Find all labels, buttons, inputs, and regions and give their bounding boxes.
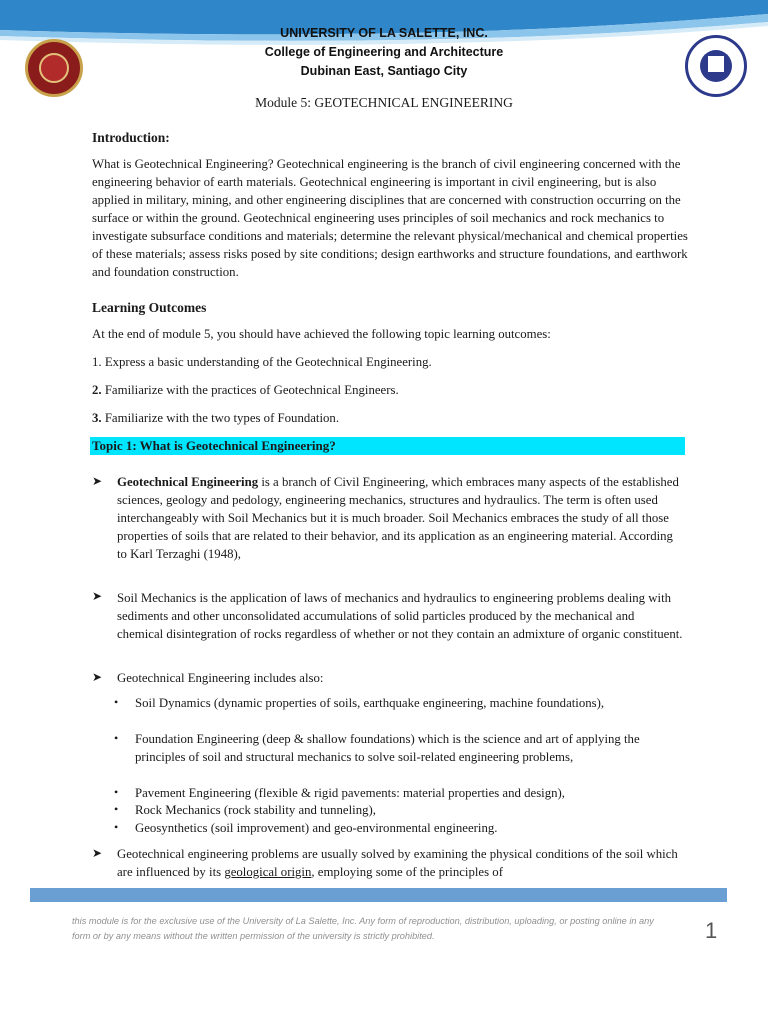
- footer-copyright-note: this module is for the exclusive use of the University of La Salette, Inc. Any form of reproduction, distribution, uploading, or posting online in any form or by any means without the written permission of the university is strictly prohibited.: [72, 916, 654, 941]
- bullet-soil-mechanics: Soil Mechanics is the application of laws of mechanics and hydraulics to engineering problems dealing with sediments and other unconsolidated accumulations of solid particles produced by the mechanical and chemical disintegration of rocks regardless of whether or not they contain an admixture of organic constituent.: [117, 591, 683, 641]
- introduction-body: What is Geotechnical Engineering? Geotechnical engineering is the branch of civil engineering concerned with the engineering behavior of earth materials. Geotechnical engineering is important in civil engineering, but is also applied in military, mining, and other engineering disciplines that are concerned with construction occurring on the surface or within the ground. Geotechnical engineering uses principles of soil mechanics and rock mechanics to investigate subsurface conditions and materials; determine the relevant physical/mechanical and chemical properties of these materials; assess risks posed by site conditions; design earthworks and structure foundations, and earthwork and foundation construction.: [92, 157, 688, 279]
- dot-bullet-icon: •: [114, 802, 119, 816]
- introduction-heading: Introduction:: [92, 130, 170, 145]
- outcome-item-1: 1. Express a basic understanding of the Geotechnical Engineering.: [92, 355, 432, 369]
- bullet-includes-also: Geotechnical Engineering includes also:: [117, 671, 324, 685]
- college-address: Dubinan East, Santiago City: [300, 64, 468, 78]
- sub-item-foundation-engineering: Foundation Engineering (deep & shallow foundations) which is the science and art of applying the principles of soil and structural mechanics to solve soil-related engineering problems,: [135, 732, 640, 764]
- topic-1-heading: Topic 1: What is Geotechnical Engineering?: [92, 438, 336, 453]
- arrow-bullet-icon: ➤: [92, 846, 103, 860]
- outcome-item-3: 3. Familiarize with the two types of Foundation.: [92, 411, 340, 425]
- sub-item-geosynthetics: Geosynthetics (soil improvement) and geo-environmental engineering.: [135, 821, 498, 835]
- module-title: Module 5: GEOTECHNICAL ENGINEERING: [255, 95, 513, 110]
- learning-outcomes-intro: At the end of module 5, you should have achieved the following topic learning outcomes:: [92, 327, 551, 341]
- sub-item-soil-dynamics: Soil Dynamics (dynamic properties of soils, earthquake engineering, machine foundations),: [135, 696, 605, 710]
- arrow-bullet-icon: ➤: [92, 474, 103, 488]
- university-name: UNIVERSITY OF LA SALETTE, INC.: [280, 26, 488, 40]
- topic-1-heading-bar: [90, 437, 685, 455]
- footer-bar: [30, 888, 727, 902]
- sub-item-pavement-engineering: Pavement Engineering (flexible & rigid pavements: material properties and design),: [135, 786, 565, 800]
- dot-bullet-icon: •: [114, 695, 119, 709]
- arrow-bullet-icon: ➤: [92, 670, 103, 684]
- arrow-bullet-icon: ➤: [92, 589, 103, 603]
- learning-outcomes-heading: Learning Outcomes: [92, 300, 207, 315]
- dot-bullet-icon: •: [114, 820, 119, 834]
- bullet-geotech-definition: Geotechnical Engineering is a branch of Civil Engineering, which embraces many aspects of the established sciences, geology and pedology, engineering mechanics, structures and hydraulics. The term is often used interchangeably with Soil Mechanics but it is much broader. Soil Mechanics embraces the study of all those properties of soils that are related to their behavior, and its application as an engineering material. According to Karl Terzaghi (1948),: [117, 475, 679, 561]
- sub-item-rock-mechanics: Rock Mechanics (rock stability and tunneling),: [135, 803, 376, 817]
- college-name: College of Engineering and Architecture: [264, 45, 504, 59]
- geological-origin-link[interactable]: geological origin: [224, 865, 312, 879]
- dot-bullet-icon: •: [114, 731, 119, 745]
- outcome-item-2: 2. Familiarize with the practices of Geotechnical Engineers.: [92, 383, 399, 397]
- header-wave-banner: [0, 0, 768, 50]
- dot-bullet-icon: •: [114, 785, 119, 799]
- page-number: 1: [705, 918, 718, 943]
- bullet-problems-solved: Geotechnical engineering problems are usually solved by examining the physical conditions of the soil which are influenced by its geological origin, employing some of the principles of: [117, 847, 678, 879]
